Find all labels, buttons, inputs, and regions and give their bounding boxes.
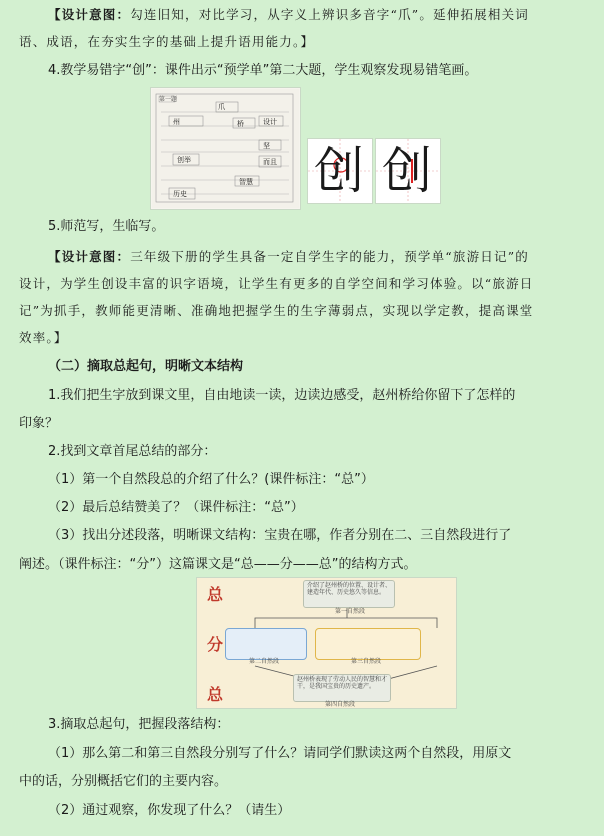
worksheet-word: 智慧 (239, 178, 253, 186)
step-5: 5.师范写，生临写。 (48, 219, 165, 234)
para-1-line2: 印象？ (19, 416, 59, 431)
design-intent-text: 三年级下册的学生具备一定自学生字的能力，预学单“旅游日记”的 (130, 249, 529, 264)
top-box-text: 介绍了赵州桥的位置、设计者、建造年代、历史悠久等信息。 (307, 582, 392, 596)
worksheet-image (151, 88, 300, 209)
big-char: 创 (382, 142, 432, 200)
design-intent-text: 勾连旧知，对比学习，从字义上辨识多音字“爪”。延伸拓展相关词 (130, 7, 529, 22)
char-card-wrong (308, 139, 372, 203)
worksheet-word: 创举 (177, 156, 191, 164)
worksheet-word: 坚 (263, 142, 270, 150)
label-zong-bottom: 总 (207, 685, 224, 704)
para-2: 2.找到文章首尾总结的部分： (48, 444, 217, 459)
para-3-box-label: 第三自然段 (351, 658, 382, 665)
step-4: 4.教学易错字“创”：课件出示“预学单”第二大题，学生观察发现易错笔画。 (48, 63, 478, 78)
bottom-box-text: 赵州桥表现了劳动人民的智慧和才干，是我国宝贵的历史遗产。 (297, 676, 388, 690)
para-3: 3.摘取总起句，把握段落结构： (48, 717, 230, 732)
section-2-heading: （二）摘取总起句，明晰文本结构 (48, 359, 244, 374)
worksheet-word: 桥 (237, 120, 244, 128)
structure-diagram (197, 578, 456, 708)
big-char: 创 (314, 142, 364, 200)
para-3a-line2: 中的话，分别概括它们的主要内容。 (19, 774, 228, 789)
design-intent-prefix: 【设计意图： (48, 7, 131, 22)
para-3a-line1: （1）那么第二和第三自然段分别写了什么？请同学们默读这两个自然段，用原文 (48, 746, 512, 761)
top-box (303, 580, 395, 608)
design-intent-2-line1 (48, 248, 604, 265)
label-fen: 分 (207, 635, 224, 654)
para-3-box (315, 628, 421, 660)
worksheet-word: 设计 (263, 118, 277, 126)
char-card-right (376, 139, 440, 203)
para-2a: （1）第一个自然段总的介绍了什么？(课件标注：“总”） (48, 472, 374, 487)
design-intent-prefix: 【设计意图： (48, 249, 131, 264)
para-2b: （2）最后总结赞美了？（课件标注：“总”） (48, 500, 304, 515)
worksheet-word: 州 (173, 118, 184, 126)
top-box-label: 第一自然段 (335, 608, 366, 615)
para-2c-line2: 阐述。（课件标注：“分”）这篇课文是“总——分——总”的结构方式。 (19, 557, 417, 572)
para-1-line1: 1.我们把生字放到课文里，自由地读一读，边读边感受，赵州桥给你留下了怎样的 (48, 388, 516, 403)
design-intent-2-line4: 效率。】 (19, 330, 68, 345)
label-zong-top: 总 (207, 585, 224, 604)
design-intent-2-line2: 设计，为学生创设丰富的识字语境，让学生有更多的自学空间和学习体验。以“旅游日 (19, 276, 534, 291)
worksheet-word: 爪 (218, 103, 225, 111)
para-3b: （2）通过观察，你发现了什么？（请生） (48, 803, 291, 818)
bottom-box-label: 第四自然段 (325, 701, 356, 708)
design-intent-1-line1 (48, 6, 604, 23)
para-2-box (225, 628, 307, 660)
worksheet-header: 第一题 (159, 96, 178, 103)
worksheet-word: 而且 (263, 158, 277, 166)
bottom-box (293, 674, 391, 702)
design-intent-1-line2: 语、成语，在夯实生字的基础上提升语用能力。】 (19, 34, 315, 49)
para-2c-line1: （3）找出分述段落，明晰课文结构：宝贵在哪，作者分别在二、三自然段进行了 (48, 528, 512, 543)
design-intent-2-line3: 记”为抓手，教师能更清晰、准确地把握学生的生字薄弱点，实现以学定教，提高课堂 (19, 303, 534, 318)
para-2-box-label: 第二自然段 (249, 658, 280, 665)
worksheet-word: 历史 (173, 190, 187, 198)
